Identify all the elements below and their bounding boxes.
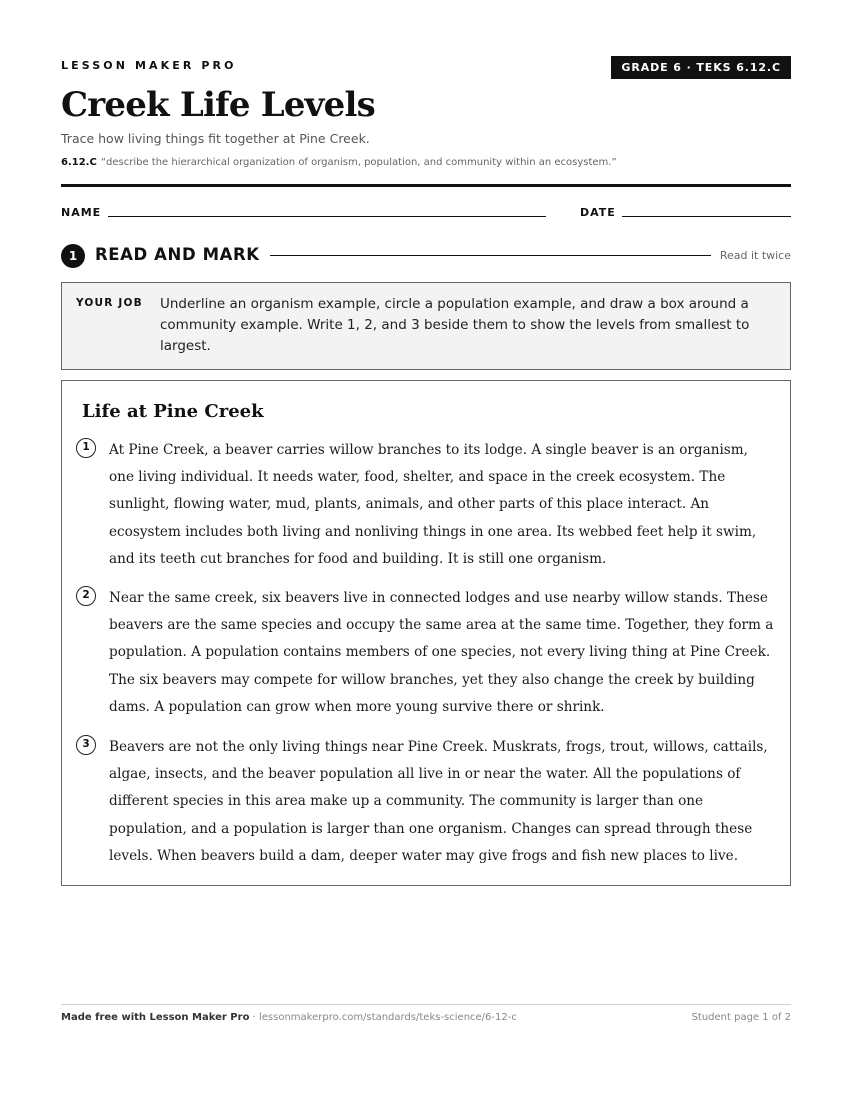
footer-page-number: Student page 1 of 2	[691, 1012, 791, 1023]
top-bar	[61, 56, 791, 80]
date-field[interactable]	[622, 216, 791, 217]
footer-divider	[61, 1004, 791, 1005]
reading-passage	[61, 380, 791, 886]
paragraph-text[interactable]: At Pine Creek, a beaver carries willow branches to its lodge. A single beaver is an organism, one living individual. It needs water, food, shelter, and space in the creek ecosystem. The sunlight, flowing water, mud, plants, animals, and other parts of this place interact. An ecosystem includes both living and nonliving things in one area. Its webbed feet help it swim, and its teeth cut branches for food and building. It is still one organism.	[109, 442, 757, 567]
standard-line	[61, 157, 617, 168]
date-label: DATE	[580, 206, 616, 219]
section-title: READ AND MARK	[95, 245, 260, 264]
instructions-text: Underline an organism example, circle a population example, and draw a box around a community example. Write 1, 2, and 3 beside them to show the levels from smallest to largest.	[160, 296, 750, 354]
name-field[interactable]	[108, 216, 546, 217]
section-number: 1	[61, 244, 85, 268]
footer-credit	[61, 1012, 517, 1023]
worksheet-page	[61, 0, 791, 1100]
footer-made-with: Made free with Lesson Maker Pro	[61, 1012, 250, 1023]
page-subtitle: Trace how living things fit together at Pine Creek.	[61, 131, 370, 146]
name-date-row	[61, 203, 791, 223]
page-title: Creek Life Levels	[61, 85, 375, 125]
brand-name: LESSON MAKER PRO	[61, 59, 237, 72]
name-label: NAME	[61, 206, 102, 219]
standard-code: 6.12.C	[61, 157, 97, 168]
paragraph-text[interactable]: Beavers are not the only living things near Pine Creek. Muskrats, frogs, trout, willows, cattails, algae, insects, and the beaver population all live in or near the water. All the populations of different species in this area make up a community. The community is larger than one population, and a population is larger than one organism. Changes can spread through these levels. When beavers build a dam, deeper water may give frogs and fish new places to live.	[109, 739, 768, 864]
paragraph-number: 3	[76, 735, 96, 755]
passage-title: Life at Pine Creek	[82, 401, 264, 422]
paragraph-number: 1	[76, 438, 96, 458]
instructions-box	[61, 282, 791, 370]
paragraph-number: 2	[76, 586, 96, 606]
header-divider	[61, 184, 791, 187]
standard-text: “describe the hierarchical organization of organism, population, and community within an ecosystem.”	[100, 157, 617, 168]
section-note: Read it twice	[719, 249, 791, 262]
paragraph-text[interactable]: Near the same creek, six beavers live in connected lodges and use nearby willow stands. These beavers are the same species and occupy the same area at the same time. Together, they form a population. A population contains members of one species, not every living thing at Pine Creek. The six beavers may compete for willow branches, yet they also change the creek by building dams. A population can grow when more young survive there or shrink.	[109, 590, 774, 715]
grade-badge: GRADE 6 · TEKS 6.12.C	[611, 56, 791, 79]
section-rule	[270, 255, 711, 256]
section-read-and-mark-header	[61, 243, 791, 269]
footer-url: · lessonmakerpro.com/standards/teks-science/6-12-c	[249, 1012, 517, 1023]
instructions-label: YOUR JOB	[76, 297, 143, 309]
